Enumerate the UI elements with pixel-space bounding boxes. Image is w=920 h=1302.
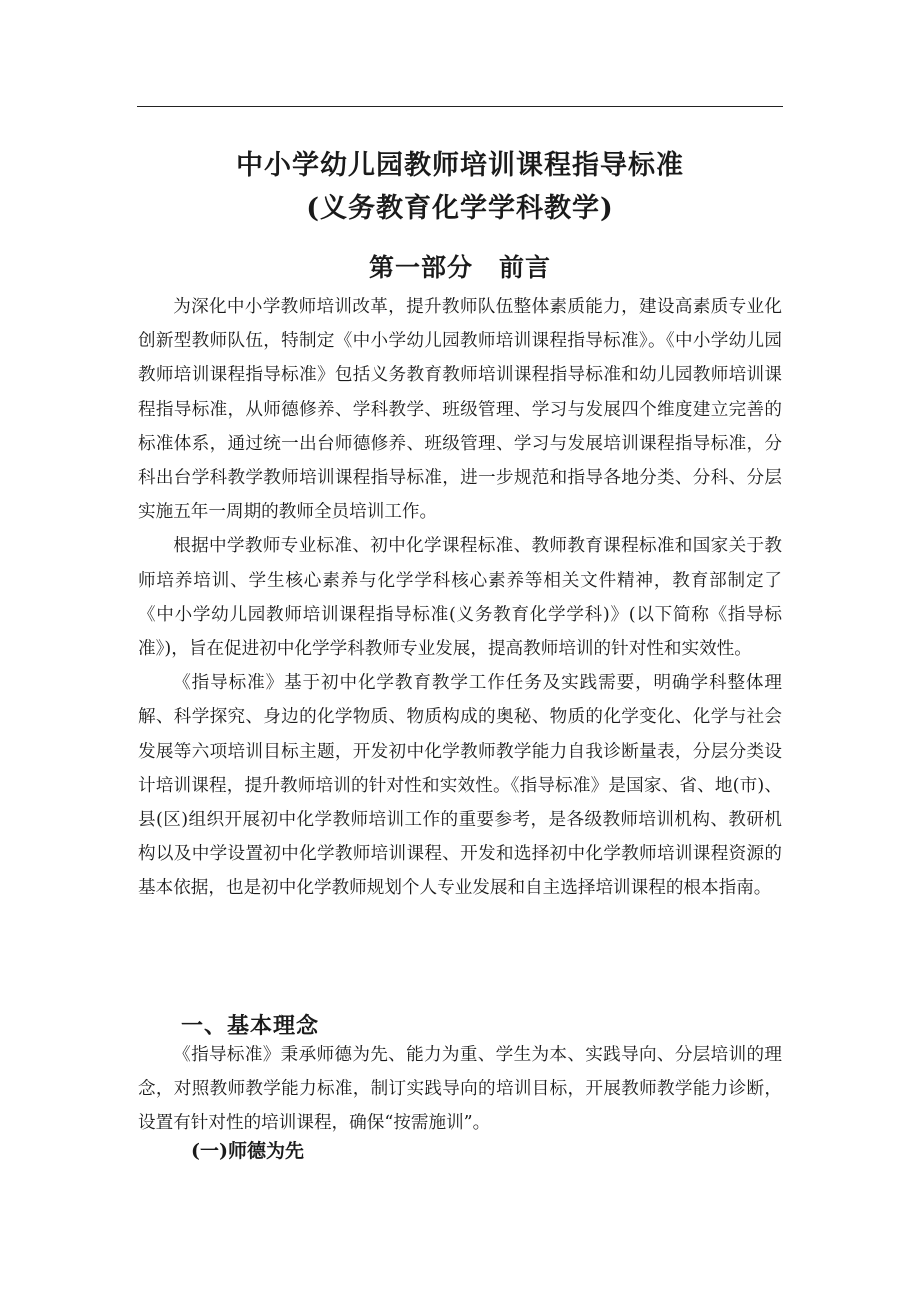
preface-body — [138, 290, 782, 906]
header-rule — [137, 106, 783, 107]
paragraph: 《指导标准》基于初中化学教育教学工作任务及实践需要，明确学科整体理解、科学探究、身边的化学物质、物质构成的奥秘、物质的化学变化、化学与社会发展等六项培训目标主题，开发初中化学教师教学能力自我诊断量表，分层分类设计培训课程，提升教师培训的针对性和实效性。《指导标准》是国家、省、地(市)、县(区)组织开展初中化学教师培训工作的重要参考，是各级教师培训机构、教研机构以及中学设置初中化学教师培训课程、开发和选择初中化学教师培训课程资源的基本依据，也是初中化学教师规划个人专业发展和自主选择培训课程的根本指南。 — [138, 673, 782, 899]
document-title: 中小学幼儿园教师培训课程指导标准 — [236, 150, 684, 181]
section-body — [138, 1038, 782, 1141]
part-heading: 第一部分 前言 — [368, 253, 551, 282]
document-subtitle: (义务教育化学学科教学) — [306, 193, 614, 224]
paragraph: 根据中学教师专业标准、初中化学课程标准、教师教育课程标准和国家关于教师培养培训、学生核心素养与化学学科核心素养等相关文件精神，教育部制定了《中小学幼儿园教师培训课程指导标准(义务教育化学学科)》(以下简称《指导标准》)，旨在促进初中化学学科教师专业发展，提高教师培训的针对性和实效性。 — [138, 536, 782, 660]
subsection-heading: (一)师德为先 — [191, 1140, 304, 1162]
section-heading: 一、基本理念 — [181, 1013, 320, 1039]
paragraph: 为深化中小学教师培训改革，提升教师队伍整体素质能力，建设高素质专业化创新型教师队伍，特制定《中小学幼儿园教师培训课程指导标准》。《中小学幼儿园教师培训课程指导标准》包括义务教育教师培训课程指导标准和幼儿园教师培训课程指导标准，从师德修养、学科教学、班级管理、学习与发展四个维度建立完善的标准体系，通过统一出台师德修养、班级管理、学习与发展培训课程指导标准，分科出台学科教学教师培训课程指导标准，进一步规范和指导各地分类、分科、分层实施五年一周期的教师全员培训工作。 — [138, 297, 782, 523]
paragraph: 《指导标准》秉承师德为先、能力为重、学生为本、实践导向、分层培训的理念，对照教师教学能力标准，制订实践导向的培训目标，开展教师教学能力诊断，设置有针对性的培训课程，确保“按需施训”。 — [138, 1045, 782, 1134]
